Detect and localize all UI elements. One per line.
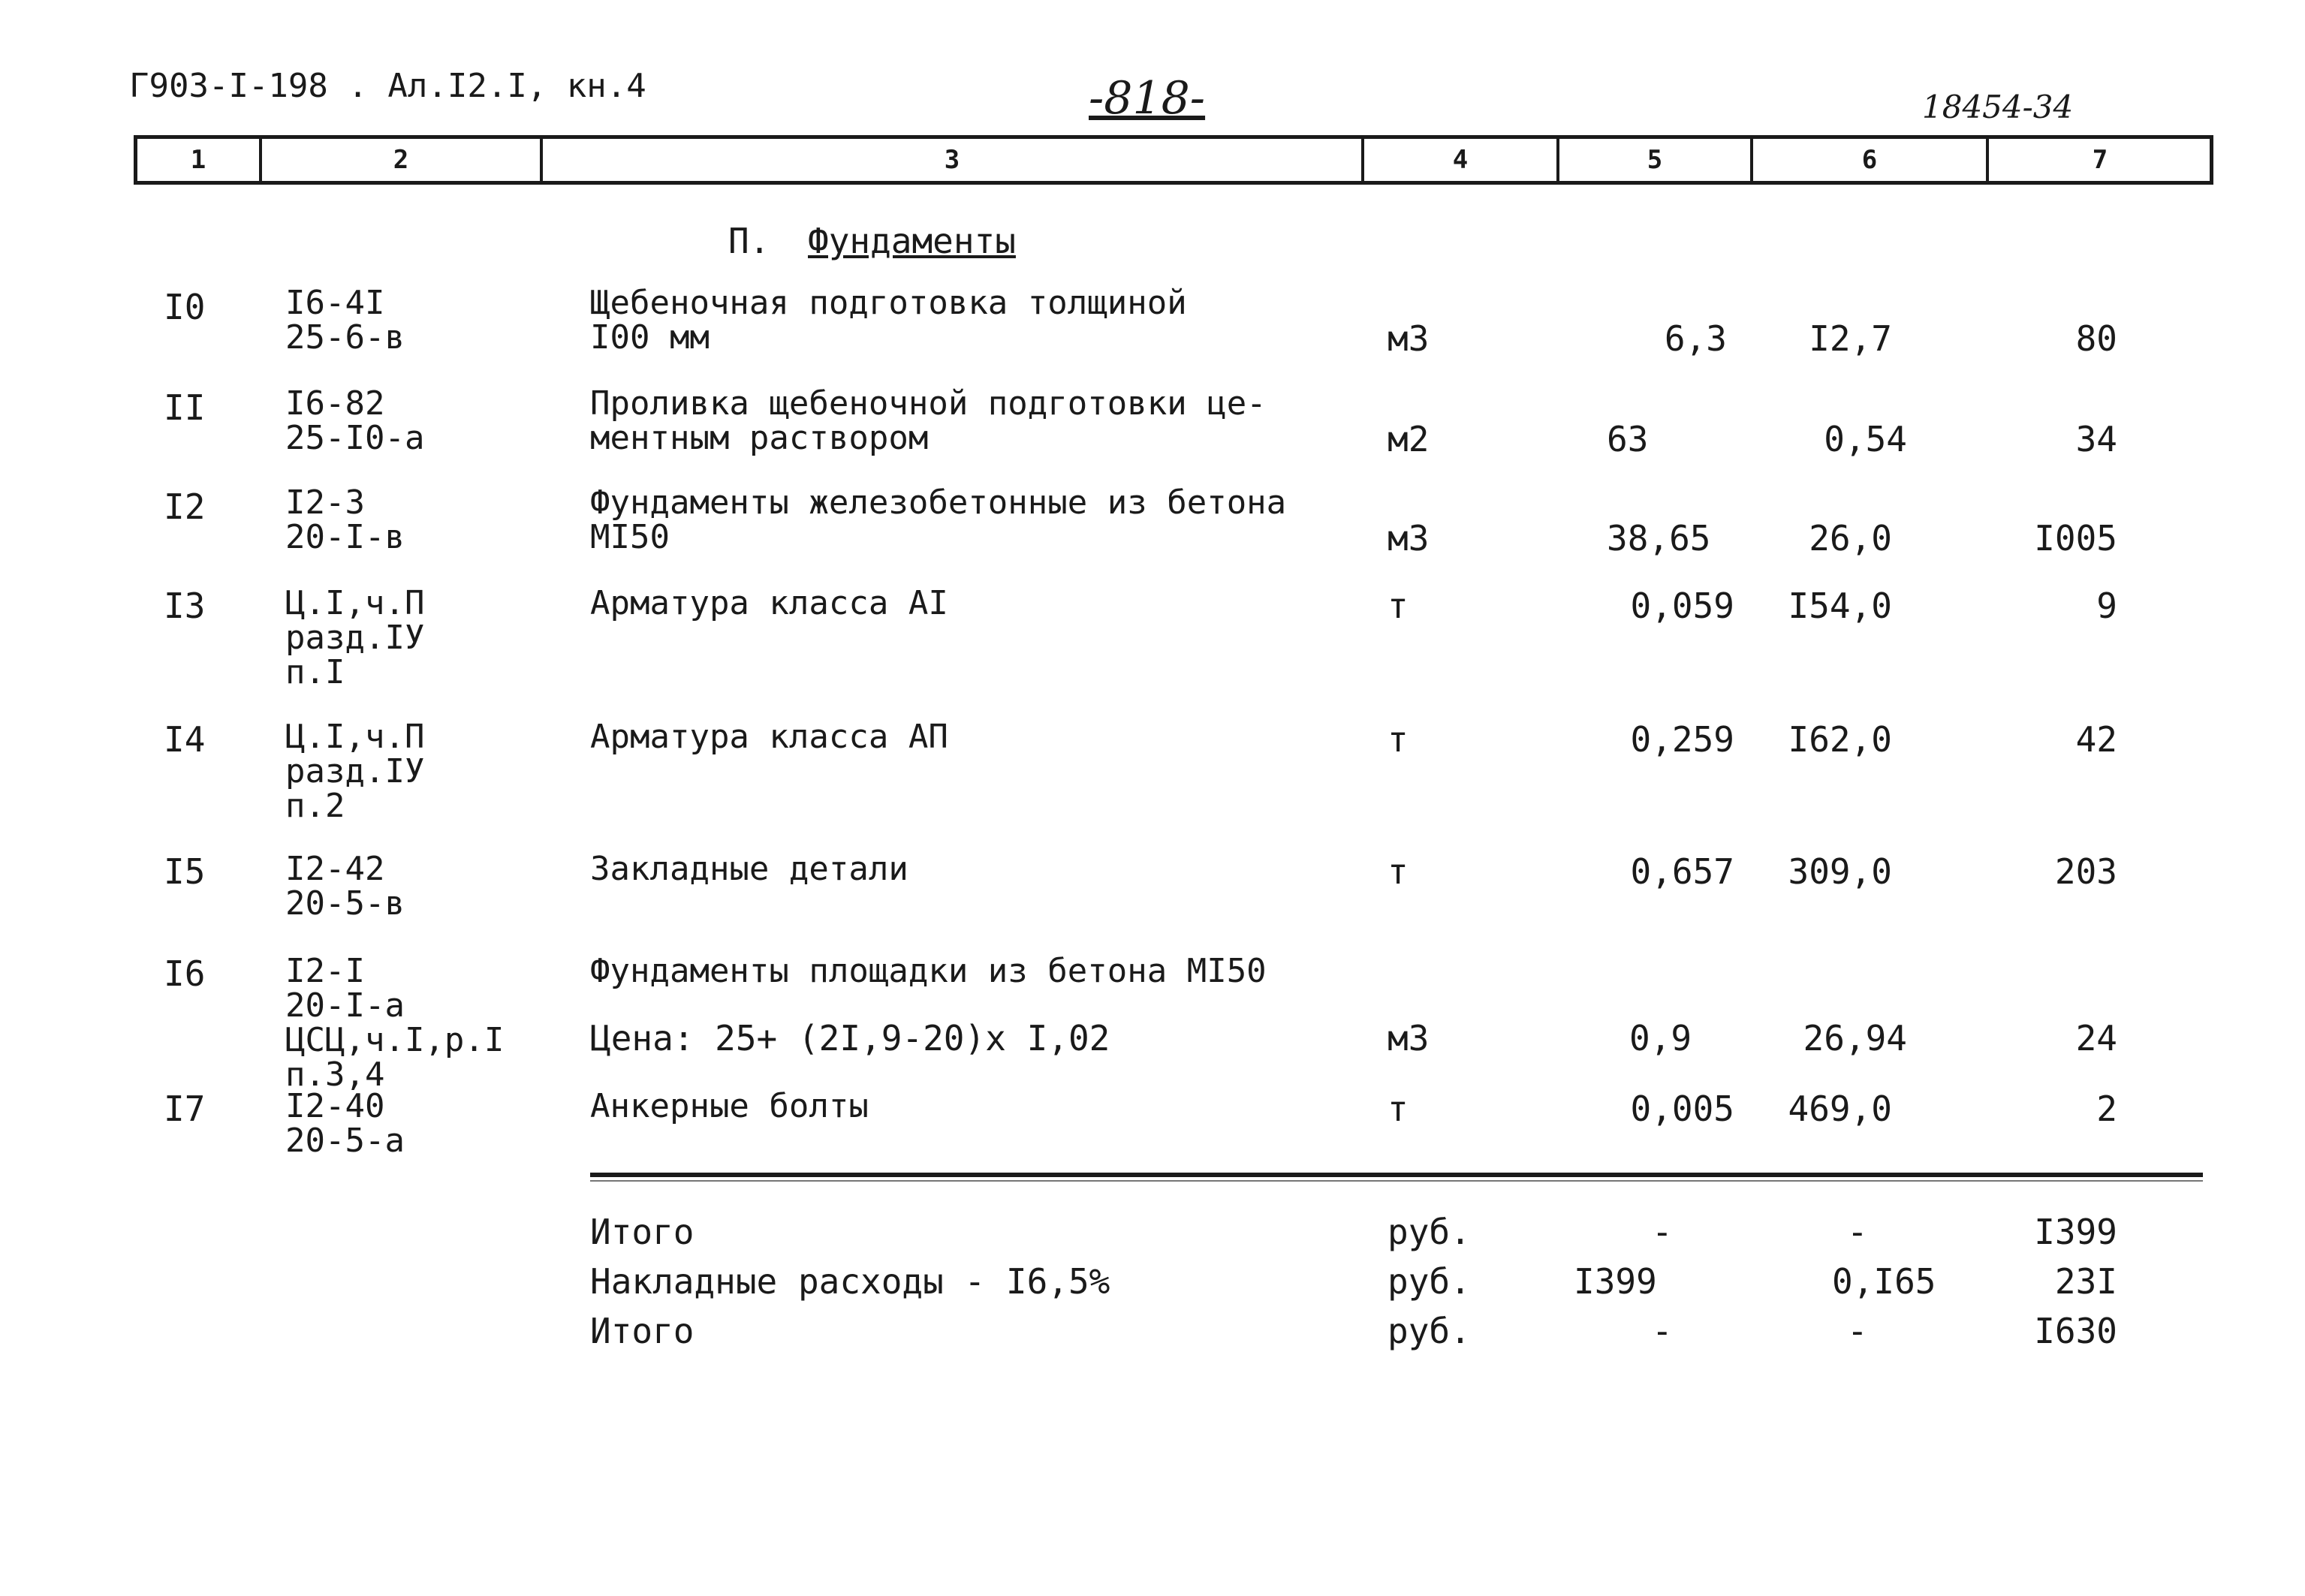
norm-code-line: п.I xyxy=(285,653,345,691)
norm-code-line: ЦСЦ,ч.I,р.I xyxy=(285,1021,505,1059)
totals-unit: руб. xyxy=(1388,1212,1471,1252)
unit: т xyxy=(1388,1089,1409,1129)
total-cost: 2 xyxy=(2096,1089,2117,1129)
unit: т xyxy=(1388,719,1409,760)
row-number: II xyxy=(164,387,206,428)
work-name-line: Арматура класса АП xyxy=(590,718,948,756)
work-name-line: Фундаменты железобетонные из бетона xyxy=(590,483,1287,522)
column-header-7: 7 xyxy=(2092,145,2108,175)
quantity: 0,005 xyxy=(1630,1089,1734,1129)
quantity: 38,65 xyxy=(1607,518,1711,559)
work-name-line: Фундаменты площадки из бетона МI50 xyxy=(590,952,1267,990)
totals-quantity: - xyxy=(1652,1311,1673,1351)
norm-code-line: I2-42 xyxy=(285,850,385,888)
totals-sum: 23I xyxy=(2054,1261,2117,1302)
norm-code-line: разд.IУ xyxy=(285,619,425,657)
unit: м3 xyxy=(1388,518,1430,559)
totals-label: Итого xyxy=(590,1311,695,1351)
norm-code-line: разд.IУ xyxy=(285,752,425,790)
total-cost: I005 xyxy=(2034,518,2117,559)
work-name-line: Арматура класса АI xyxy=(590,584,948,622)
total-cost: 34 xyxy=(2075,419,2117,459)
archive-number: 18454-34 xyxy=(1922,89,2074,125)
totals-unit: руб. xyxy=(1388,1311,1471,1351)
totals-quantity: I399 xyxy=(1574,1261,1657,1302)
norm-code-line: 20-5-а xyxy=(285,1122,405,1160)
row-number: I2 xyxy=(164,486,206,527)
work-name-line: Проливка щебеночной подготовки це- xyxy=(590,384,1267,423)
quantity: 0,657 xyxy=(1630,851,1734,892)
unit-price: 309,0 xyxy=(1788,851,1892,892)
norm-code-line: I6-82 xyxy=(285,384,385,423)
norm-code-line: I2-I xyxy=(285,952,365,990)
norm-code-line: Ц.I,ч.П xyxy=(285,584,425,622)
work-name-line: МI50 xyxy=(590,518,670,556)
work-name-line: Щебеночная подготовка толщиной xyxy=(590,284,1187,322)
section-number: П. xyxy=(728,221,770,261)
total-cost: 80 xyxy=(2075,318,2117,359)
column-header-6: 6 xyxy=(1861,145,1878,175)
totals-price: - xyxy=(1847,1311,1868,1351)
row-number: I5 xyxy=(164,851,206,892)
column-header-row xyxy=(134,135,2213,185)
price-calculation-note: Цена: 25+ (2I,9-20)х I,02 xyxy=(590,1018,1110,1058)
norm-code-line: Ц.I,ч.П xyxy=(285,718,425,756)
norm-code-line: 25-I0-а xyxy=(285,419,425,457)
norm-code-line: I2-40 xyxy=(285,1087,385,1125)
column-header-4: 4 xyxy=(1452,145,1469,175)
column-header-5: 5 xyxy=(1647,145,1663,175)
totals-price: - xyxy=(1847,1212,1868,1252)
unit-price: I62,0 xyxy=(1788,719,1892,760)
row-number: I4 xyxy=(164,719,206,760)
row-number: I0 xyxy=(164,287,206,327)
norm-code-line: п.2 xyxy=(285,787,345,825)
unit-price: I2,7 xyxy=(1809,318,1892,359)
unit-price: I54,0 xyxy=(1788,586,1892,626)
unit-price: 469,0 xyxy=(1788,1089,1892,1129)
norm-code-line: 25-6-в xyxy=(285,318,405,357)
work-name-line: I00 мм xyxy=(590,318,710,357)
norm-code-line: I2-3 xyxy=(285,483,365,522)
work-name-line: ментным раствором xyxy=(590,419,929,457)
page-number: -818- xyxy=(1089,72,1206,125)
totals-label: Накладные расходы - I6,5% xyxy=(590,1261,1110,1302)
quantity: 0,259 xyxy=(1630,719,1734,760)
unit-price: 26,0 xyxy=(1809,518,1892,559)
totals-label: Итого xyxy=(590,1212,695,1252)
row-number: I7 xyxy=(164,1089,206,1129)
document-code: Г903-I-198 . Ал.I2.I, кн.4 xyxy=(129,67,646,105)
unit: м3 xyxy=(1388,1018,1430,1058)
quantity: 63 xyxy=(1607,419,1649,459)
norm-code-line: I6-4I xyxy=(285,284,385,322)
totals-unit: руб. xyxy=(1388,1261,1471,1302)
row-number: I6 xyxy=(164,953,206,994)
total-cost: 42 xyxy=(2075,719,2117,760)
row-number: I3 xyxy=(164,586,206,626)
totals-price: 0,I65 xyxy=(1832,1261,1936,1302)
unit-price: 0,54 xyxy=(1824,419,1907,459)
unit-price: 26,94 xyxy=(1803,1018,1907,1058)
norm-code-line: 20-5-в xyxy=(285,884,405,923)
section-title: Фундаменты xyxy=(808,221,1016,261)
total-cost: 9 xyxy=(2096,586,2117,626)
quantity: 0,059 xyxy=(1630,586,1734,626)
quantity: 6,3 xyxy=(1664,318,1727,359)
unit: м2 xyxy=(1388,419,1430,459)
norm-code-line: п.3,4 xyxy=(285,1055,385,1094)
column-header-2: 2 xyxy=(393,145,409,175)
unit: т xyxy=(1388,851,1409,892)
totals-sum: I630 xyxy=(2034,1311,2117,1351)
totals-separator xyxy=(590,1173,2203,1177)
column-header-1: 1 xyxy=(190,145,206,175)
totals-sum: I399 xyxy=(2034,1212,2117,1252)
totals-quantity: - xyxy=(1652,1212,1673,1252)
norm-code-line: 20-I-в xyxy=(285,518,405,556)
unit: м3 xyxy=(1388,318,1430,359)
work-name-line: Анкерные болты xyxy=(590,1087,869,1125)
total-cost: 203 xyxy=(2054,851,2117,892)
unit: т xyxy=(1388,586,1409,626)
totals-separator-thin xyxy=(590,1180,2203,1182)
norm-code-line: 20-I-а xyxy=(285,986,405,1025)
column-header-3: 3 xyxy=(944,145,960,175)
work-name-line: Закладные детали xyxy=(590,850,908,888)
total-cost: 24 xyxy=(2075,1018,2117,1058)
quantity: 0,9 xyxy=(1629,1018,1692,1058)
